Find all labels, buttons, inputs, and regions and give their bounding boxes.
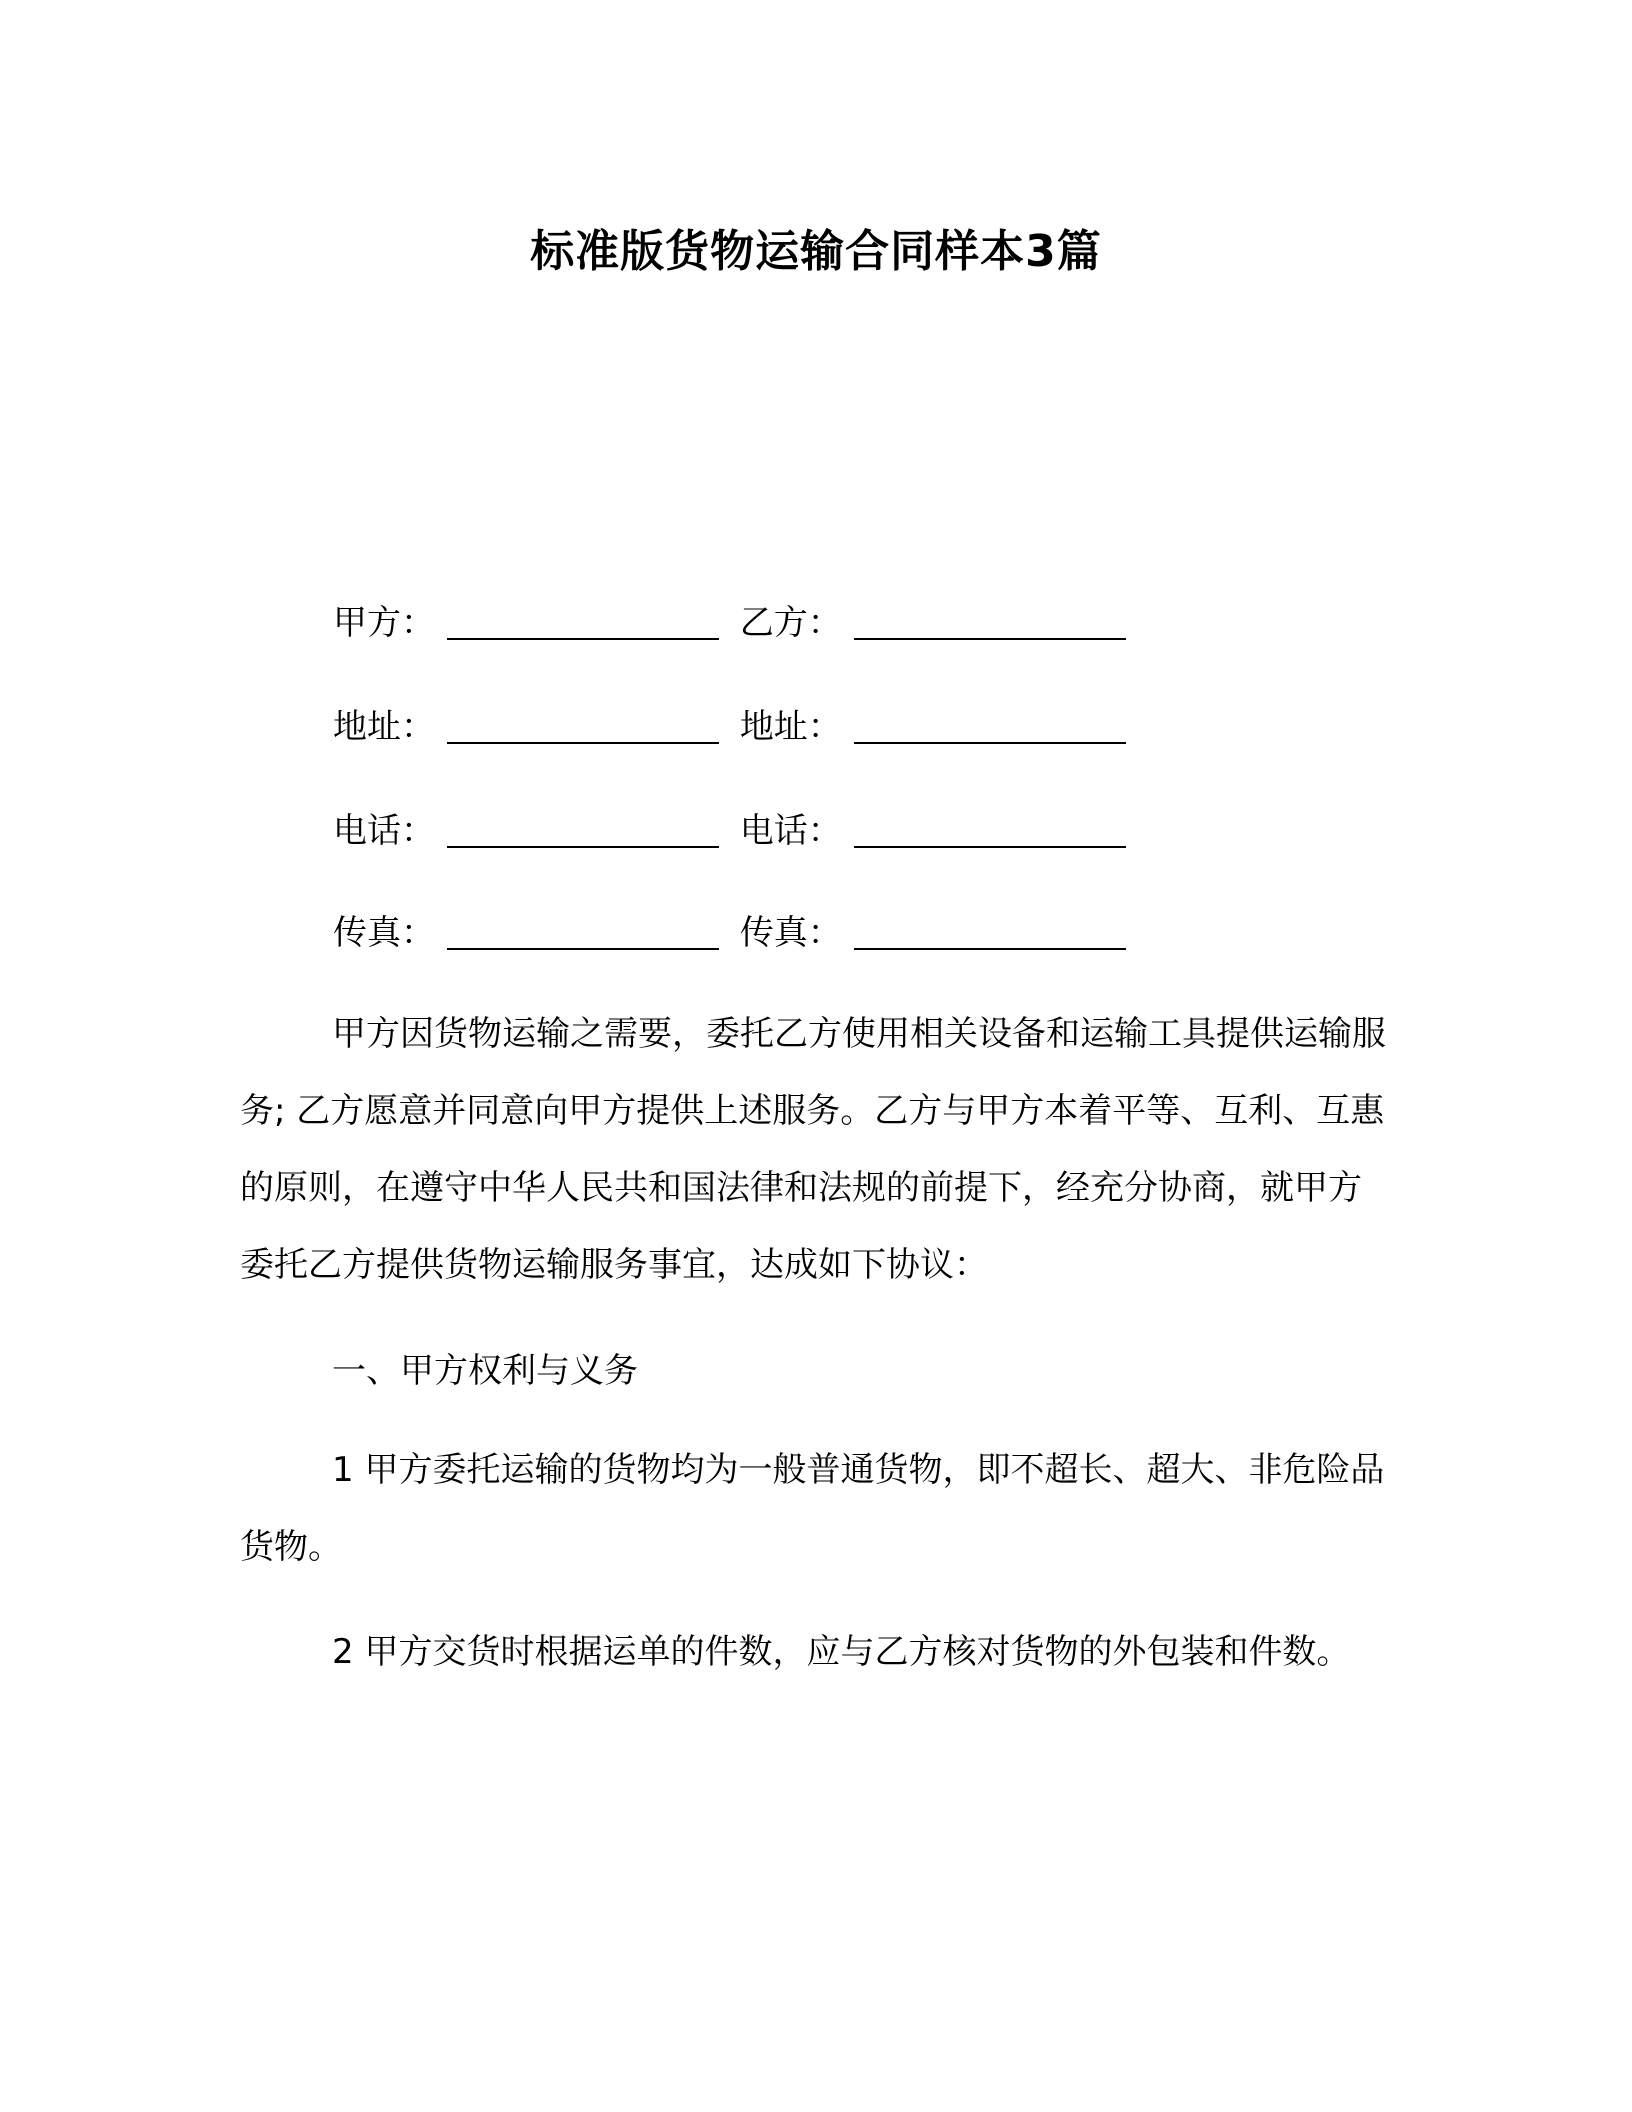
party-a-address-blank[interactable] <box>447 702 719 744</box>
party-b-phone-field <box>740 806 1126 856</box>
party-b-fax-field <box>740 908 1126 958</box>
clause-2: 2 甲方交货时根据运单的件数，应与乙方核对货物的外包装和件数。 <box>332 1632 1351 1672</box>
clause-1: 1 甲方委托运输的货物均为一般普通货物，即不超长、超大、非危险品货物。 <box>240 1450 1385 1567</box>
intro-paragraph: 甲方因货物运输之需要，委托乙方使用相关设备和运输工具提供运输服务; 乙方愿意并同意向甲方提供上述服务。乙方与甲方本着平等、互利、互惠的原则，在遵守中华人民共和国法律和法规的前提下，经充分协商，就甲方委托乙方提供货物运输服务事宜，达成如下协议： <box>240 1014 1386 1285</box>
fax-row <box>333 908 1126 958</box>
party-a-label: 甲方： <box>333 603 435 643</box>
address-row <box>333 702 1126 752</box>
party-b-field <box>740 598 1126 648</box>
party-row <box>333 598 1126 648</box>
party-b-phone-label: 电话： <box>739 811 842 851</box>
party-a-phone-label: 电话： <box>333 811 435 851</box>
party-a-field <box>333 598 719 648</box>
party-b-phone-blank[interactable] <box>854 806 1126 848</box>
party-b-address-field <box>740 702 1126 752</box>
phone-row <box>333 806 1126 856</box>
party-b-address-blank[interactable] <box>854 702 1126 744</box>
party-a-phone-blank[interactable] <box>447 806 719 848</box>
party-a-address-label: 地址： <box>333 707 435 747</box>
party-b-address-label: 地址： <box>739 707 842 747</box>
party-b-blank[interactable] <box>854 598 1126 640</box>
party-b-fax-blank[interactable] <box>854 908 1126 950</box>
party-a-fax-blank[interactable] <box>447 908 719 950</box>
party-a-blank[interactable] <box>447 598 719 640</box>
party-b-fax-label: 传真： <box>739 913 842 953</box>
party-a-address-field <box>333 702 719 752</box>
party-a-fax-field <box>333 908 719 958</box>
party-a-fax-label: 传真： <box>333 913 435 953</box>
party-b-label: 乙方： <box>739 603 842 643</box>
party-a-phone-field <box>333 806 719 856</box>
document-title: 标准版货物运输合同样本3篇 <box>530 226 1102 277</box>
section-heading: 一、甲方权利与义务 <box>332 1351 638 1391</box>
